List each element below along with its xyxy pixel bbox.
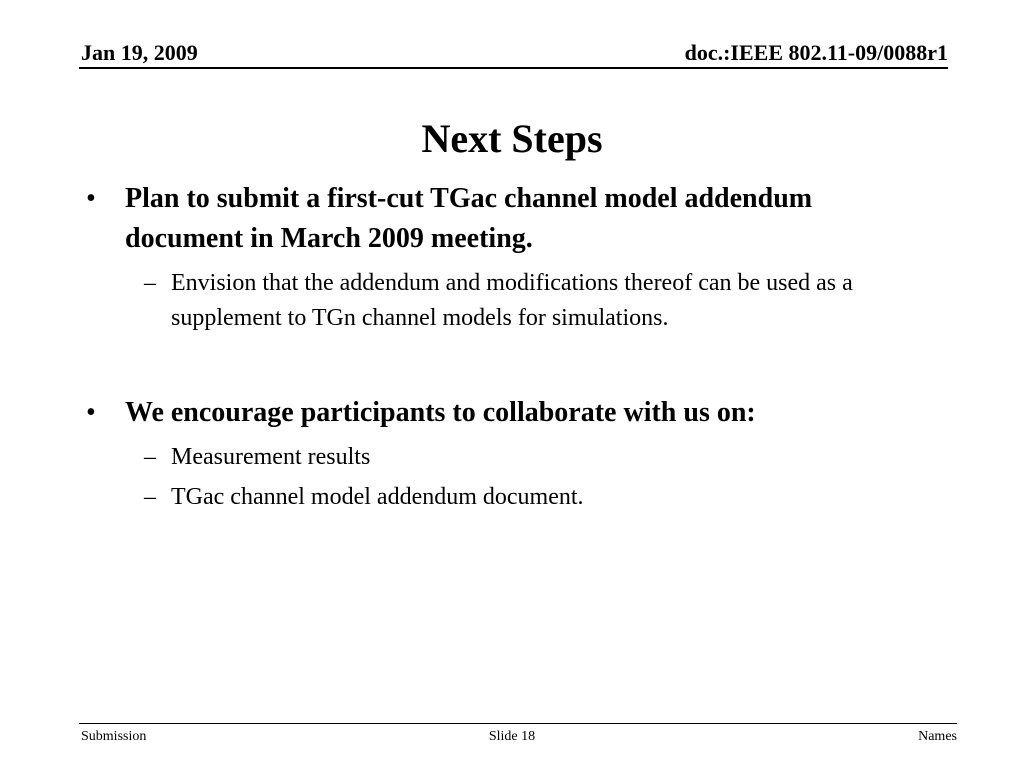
bullet-marker: • [86, 183, 96, 214]
footer-submission: Submission [81, 729, 147, 744]
sub-bullet-item [144, 266, 944, 336]
bullet-item [86, 393, 936, 433]
header-date: Jan 19, 2009 [81, 40, 198, 65]
sub-bullet-item [144, 440, 944, 475]
sub-bullet-marker: – [144, 270, 156, 296]
footer-names: Names [918, 729, 957, 744]
sub-bullet-text: TGac channel model addendum document. [171, 484, 584, 510]
header-doc-id: doc.:IEEE 802.11-09/0088r1 [684, 40, 948, 65]
sub-bullet-marker: – [144, 444, 156, 470]
footer-slide-number: Slide 18 [488, 729, 536, 744]
bullet-text: Plan to submit a first-cut TGac channel model addendum document in March 2009 meeting. [125, 183, 813, 254]
bullet-marker: • [86, 397, 96, 428]
sub-bullet-marker: – [144, 484, 156, 510]
sub-bullet-text: Measurement results [171, 444, 371, 470]
bullet-text: We encourage participants to collaborate with us on: [125, 397, 756, 428]
slide-title: Next Steps [421, 116, 603, 161]
sub-bullet-item [144, 480, 944, 515]
footer-divider [79, 723, 957, 724]
sub-bullet-text: Envision that the addendum and modifications thereof can be used as a supplement to TGn channel models for simulations. [171, 270, 853, 331]
bullet-item [86, 179, 936, 259]
